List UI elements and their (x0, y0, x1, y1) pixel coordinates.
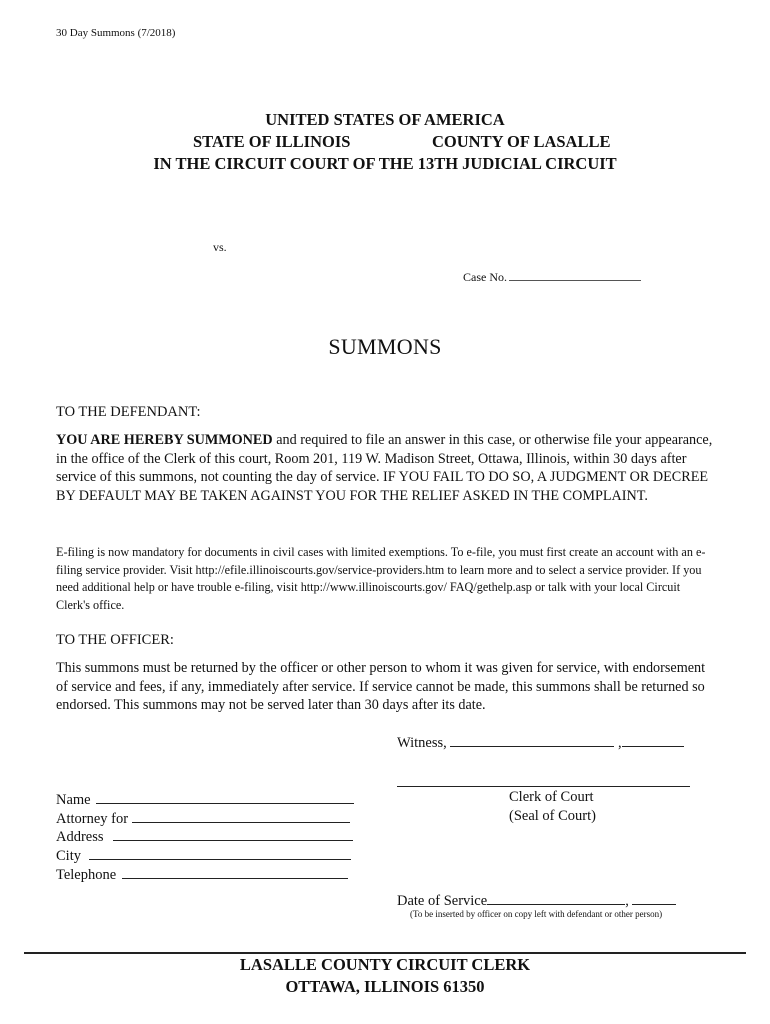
address-field[interactable] (56, 828, 353, 846)
seal-of-court-label: (Seal of Court) (509, 808, 596, 824)
witness-label: Witness, (397, 735, 447, 751)
attorney-for-field[interactable] (56, 810, 350, 828)
attorney-for-line[interactable] (132, 810, 350, 823)
address-label: Address (56, 829, 104, 845)
attorney-for-label: Attorney for (56, 811, 129, 827)
defendant-paragraph (56, 431, 716, 505)
name-label: Name (56, 792, 91, 808)
city-field[interactable] (56, 847, 351, 865)
efiling-paragraph: E-filing is now mandatory for documents in civil cases with limited exemptions. To e-file, you must first create an account with an e-filing service provider. Visit http://efile.illinoiscourts.gov/service-providers.htm to learn more and to select a service provider. If you need additional help or have trouble e-filing, visit http://www.illinoiscourts.gov/ FAQ/gethelp.asp or talk with your local Circuit Clerk's office. (56, 545, 706, 612)
footer-rule (24, 952, 746, 954)
telephone-line[interactable] (122, 866, 348, 879)
name-line[interactable] (96, 791, 354, 804)
header-country: UNITED STATES OF AMERICA (265, 110, 505, 129)
footer-address: OTTAWA, ILLINOIS 61350 (285, 977, 485, 996)
case-number-field[interactable] (463, 270, 641, 285)
witness-year-line[interactable] (622, 734, 684, 747)
witness-name-line[interactable] (450, 734, 614, 747)
document-title: SUMMONS (328, 334, 442, 359)
telephone-label: Telephone (56, 867, 117, 883)
footer-clerk: LASALLE COUNTY CIRCUIT CLERK (239, 955, 531, 974)
header-state: STATE OF ILLINOIS (193, 132, 351, 151)
versus-label: vs. (213, 240, 227, 254)
service-note: (To be inserted by officer on copy left with defendant or other person) (410, 909, 663, 919)
officer-heading: TO THE OFFICER: (56, 632, 174, 648)
telephone-field[interactable] (56, 866, 348, 884)
clerk-of-court-label: Clerk of Court (509, 789, 594, 805)
case-number-line[interactable] (509, 270, 641, 281)
header-court: IN THE CIRCUIT COURT OF THE 13TH JUDICIAL CIRCUIT (153, 154, 617, 173)
defendant-body: and required to file an answer in this case, or otherwise file your appearance, in the office of the Clerk of this court, Room 201, 119 W. Madison Street, Ottawa, Illinois, within 30 days after service of this summons, not counting the day of service. IF YOU FAIL TO DO SO, A JUDGMENT OR DECREE BY DEFAULT MAY BE TAKEN AGAINST YOU FOR THE RELIEF ASKED IN THE COMPLAINT. (56, 432, 713, 504)
date-of-service-field[interactable]: Date of Service , (397, 892, 676, 910)
address-line[interactable] (113, 828, 353, 841)
summoned-lead: YOU ARE HEREBY SUMMONED (56, 432, 273, 448)
defendant-heading: TO THE DEFENDANT: (56, 404, 201, 420)
date-of-service-line[interactable] (487, 892, 625, 905)
clerk-signature-line[interactable] (397, 786, 690, 787)
date-of-service-year-line[interactable] (632, 892, 676, 905)
witness-field[interactable]: Witness, , (397, 734, 684, 752)
officer-paragraph: This summons must be returned by the officer or other person to whom it was given for service, with endorsement of service and fees, if any, immediately after service. If service cannot be made, this summons shall be returned so endorsed. This summons may not be served later than 30 days after its date. (56, 660, 706, 713)
date-of-service-label: Date of Service (397, 893, 488, 909)
city-label: City (56, 848, 81, 864)
case-number-label: Case No. (463, 270, 507, 284)
city-line[interactable] (89, 847, 351, 860)
form-id: 30 Day Summons (7/2018) (56, 27, 176, 39)
header-county: COUNTY OF LASALLE (432, 132, 611, 151)
name-field[interactable] (56, 791, 354, 809)
